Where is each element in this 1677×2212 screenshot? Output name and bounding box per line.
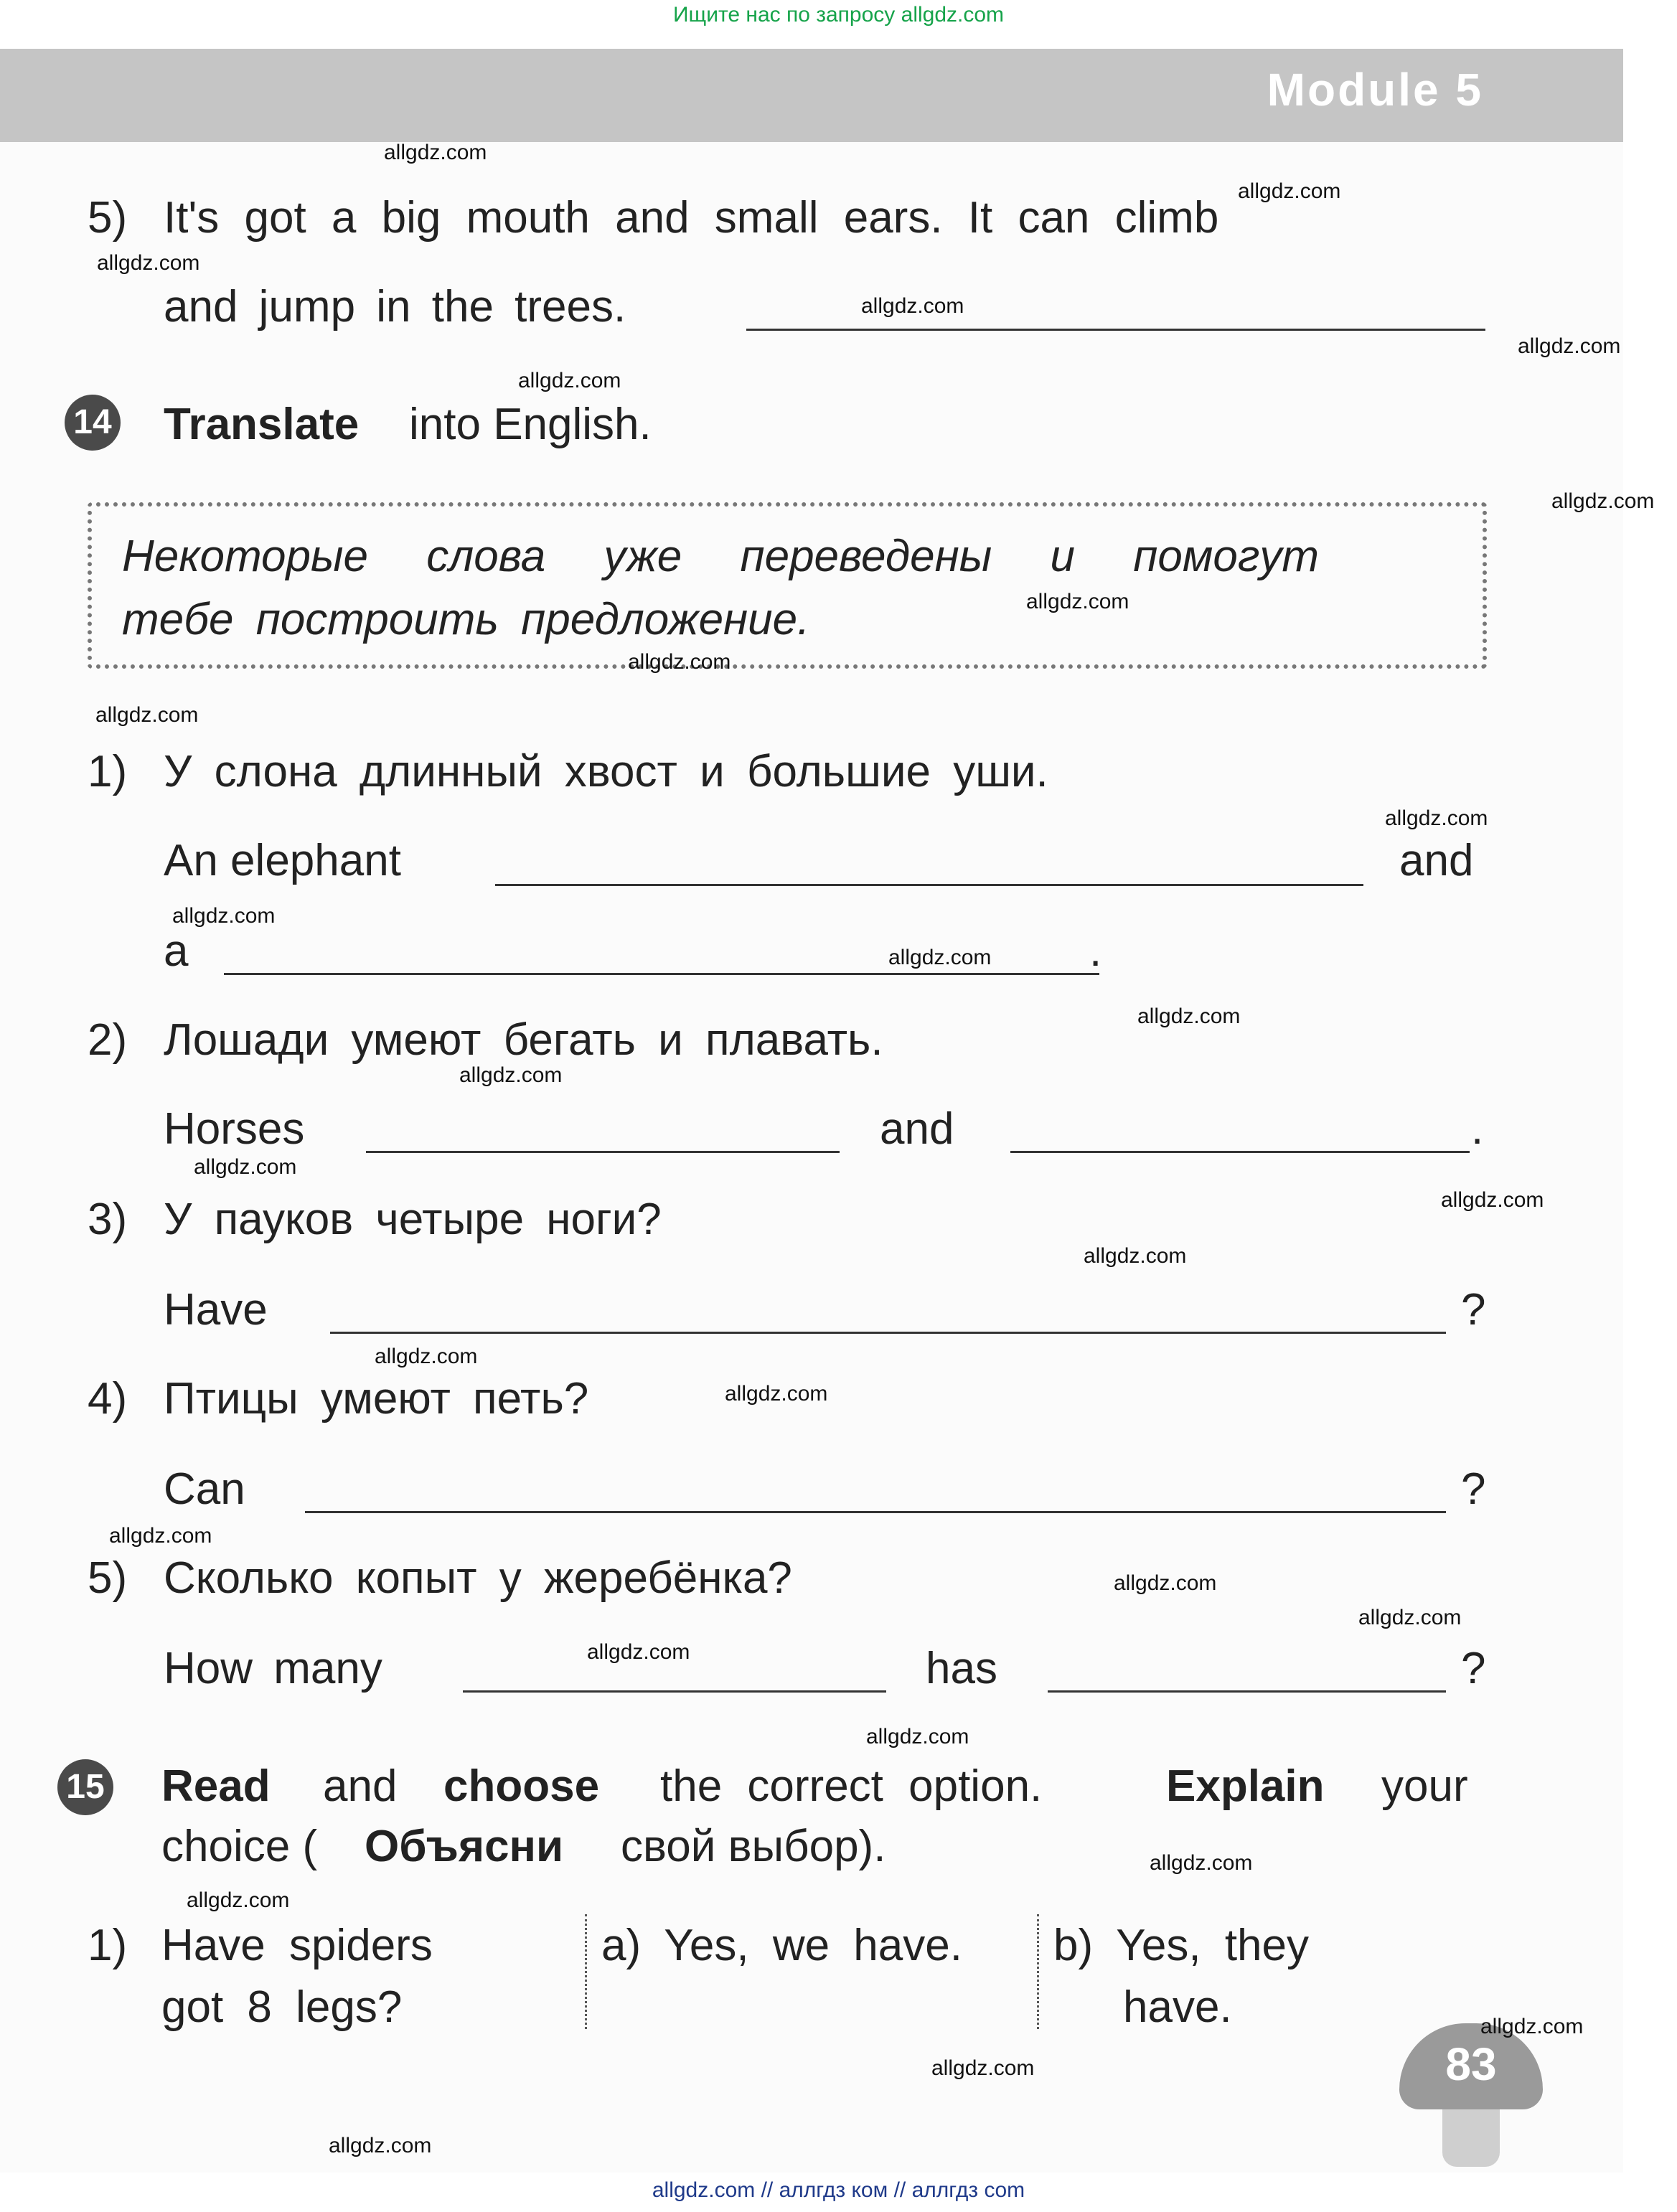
ex14-item4-english-start: Can [164, 1464, 245, 1514]
ex14-hint-line2: тебе построить предложение. [122, 595, 810, 644]
ex14-item2-period: . [1471, 1104, 1484, 1154]
ex14-item5-russian: Сколько копыт у жеребёнка? [164, 1553, 792, 1603]
watermark: allgdz.com [866, 1725, 969, 1749]
ex14-item1-number: 1) [88, 747, 128, 796]
watermark: allgdz.com [109, 1524, 212, 1548]
ex14-item2-answer-line-b[interactable] [1010, 1151, 1470, 1153]
watermark: allgdz.com [375, 1345, 478, 1368]
ex14-title-rest: into English. [409, 400, 652, 449]
ex13-item5-answer-line[interactable] [746, 329, 1485, 331]
watermark: allgdz.com [725, 1382, 828, 1406]
ex15-item1-question-line1: Have spiders [161, 1921, 433, 1970]
watermark: allgdz.com [1358, 1606, 1462, 1629]
bottom-note: allgdz.com // аллгдз ком // аллгдз com [652, 2178, 1025, 2202]
ex13-item5-line1: It's got a big mouth and small ears. It can climb [164, 193, 1219, 243]
watermark: allgdz.com [1150, 1851, 1253, 1875]
watermark: allgdz.com [95, 703, 199, 727]
ex15-choose: choose [443, 1761, 600, 1811]
ex15-item1-divider-2 [1037, 1914, 1039, 2029]
watermark: allgdz.com [384, 141, 487, 164]
ex15-explain: Explain [1166, 1761, 1325, 1811]
ex14-item1-line2-start: a [164, 926, 189, 976]
ex15-number-badge: 15 [57, 1759, 113, 1815]
watermark: allgdz.com [187, 1888, 290, 1912]
watermark: allgdz.com [459, 1063, 563, 1087]
page-number: 83 [1445, 2038, 1497, 2090]
ex14-item1-period: . [1089, 926, 1102, 976]
watermark: allgdz.com [1137, 1004, 1241, 1028]
watermark: allgdz.com [194, 1155, 297, 1179]
ex15-explain-russian: Объясни [365, 1822, 564, 1871]
ex15-correct-option: the correct option. [660, 1761, 1043, 1811]
ex14-item2-english-start: Horses [164, 1104, 305, 1154]
watermark: allgdz.com [888, 946, 992, 969]
watermark: allgdz.com [172, 904, 276, 928]
ex14-item3-russian: У пауков четыре ноги? [164, 1195, 662, 1244]
ex14-item3-number: 3) [88, 1195, 128, 1244]
ex15-your: your [1381, 1761, 1468, 1811]
watermark: allgdz.com [628, 650, 731, 674]
ex14-item2-russian: Лошади умеют бегать и плавать. [164, 1015, 883, 1065]
module-title: Module 5 [1267, 64, 1483, 116]
ex14-item3-question-mark: ? [1461, 1285, 1486, 1335]
ex14-item1-and: and [1399, 836, 1474, 885]
page-number-stem [1442, 2102, 1500, 2167]
ex14-item2-number: 2) [88, 1015, 128, 1065]
ex14-item5-english-start: How many [164, 1644, 382, 1693]
ex14-item3-english-start: Have [164, 1285, 268, 1335]
ex14-item4-russian: Птицы умеют петь? [164, 1374, 589, 1423]
watermark: allgdz.com [1026, 590, 1129, 613]
ex14-item2-answer-line-a[interactable] [366, 1151, 840, 1153]
watermark: allgdz.com [97, 251, 200, 275]
ex15-item1-question-line2: got 8 legs? [161, 1982, 403, 2032]
ex15-read: Read [161, 1761, 271, 1811]
ex15-choice-start: choice ( [161, 1822, 318, 1871]
ex14-item4-question-mark: ? [1461, 1464, 1486, 1514]
top-note: Ищите нас по запросу allgdz.com [672, 3, 1005, 27]
watermark: allgdz.com [1441, 1188, 1544, 1212]
watermark: allgdz.com [518, 369, 621, 392]
ex15-choice-end: свой выбор). [621, 1822, 886, 1871]
watermark: allgdz.com [1084, 1244, 1187, 1268]
ex14-item5-question-mark: ? [1461, 1644, 1486, 1693]
ex15-and: and [323, 1761, 398, 1811]
ex14-item5-number: 5) [88, 1553, 128, 1603]
ex14-item4-answer-line[interactable] [305, 1511, 1446, 1513]
ex14-item5-answer-line-b[interactable] [1048, 1690, 1446, 1693]
ex15-item1-option-b-line2[interactable]: have. [1123, 1982, 1232, 2032]
ex14-title-bold: Translate [164, 400, 360, 449]
ex14-item4-number: 4) [88, 1374, 128, 1423]
watermark: allgdz.com [587, 1640, 690, 1664]
ex14-item1-answer-line-b[interactable] [224, 973, 1099, 975]
ex14-item3-answer-line[interactable] [330, 1332, 1446, 1334]
ex13-item5-number: 5) [88, 193, 128, 243]
ex13-item5-line2: and jump in the trees. [164, 282, 626, 331]
watermark: allgdz.com [861, 294, 964, 318]
ex15-item1-divider-1 [585, 1914, 587, 2029]
ex14-item1-english-start: An elephant [164, 836, 401, 885]
watermark: allgdz.com [1385, 806, 1488, 830]
watermark: allgdz.com [329, 2134, 432, 2157]
watermark: allgdz.com [1480, 2015, 1584, 2038]
watermark: allgdz.com [931, 2056, 1035, 2080]
ex14-item1-russian: У слона длинный хвост и большие уши. [164, 747, 1048, 796]
ex15-item1-number: 1) [88, 1921, 128, 1970]
watermark: allgdz.com [1518, 334, 1621, 358]
ex14-item5-answer-line-a[interactable] [463, 1690, 886, 1693]
ex14-hint-line1: Некоторые слова уже переведены и помогут [122, 532, 1320, 581]
ex14-item5-has: has [926, 1644, 997, 1693]
watermark: allgdz.com [1551, 489, 1655, 513]
ex14-number-badge: 14 [65, 395, 121, 451]
watermark: allgdz.com [1238, 179, 1341, 203]
watermark: allgdz.com [1114, 1571, 1217, 1595]
ex14-item2-and: and [880, 1104, 954, 1154]
ex15-item1-option-a[interactable]: a) Yes, we have. [601, 1921, 962, 1970]
ex14-item1-answer-line-a[interactable] [495, 884, 1363, 886]
ex15-item1-option-b-line1[interactable]: b) Yes, they [1053, 1921, 1310, 1970]
